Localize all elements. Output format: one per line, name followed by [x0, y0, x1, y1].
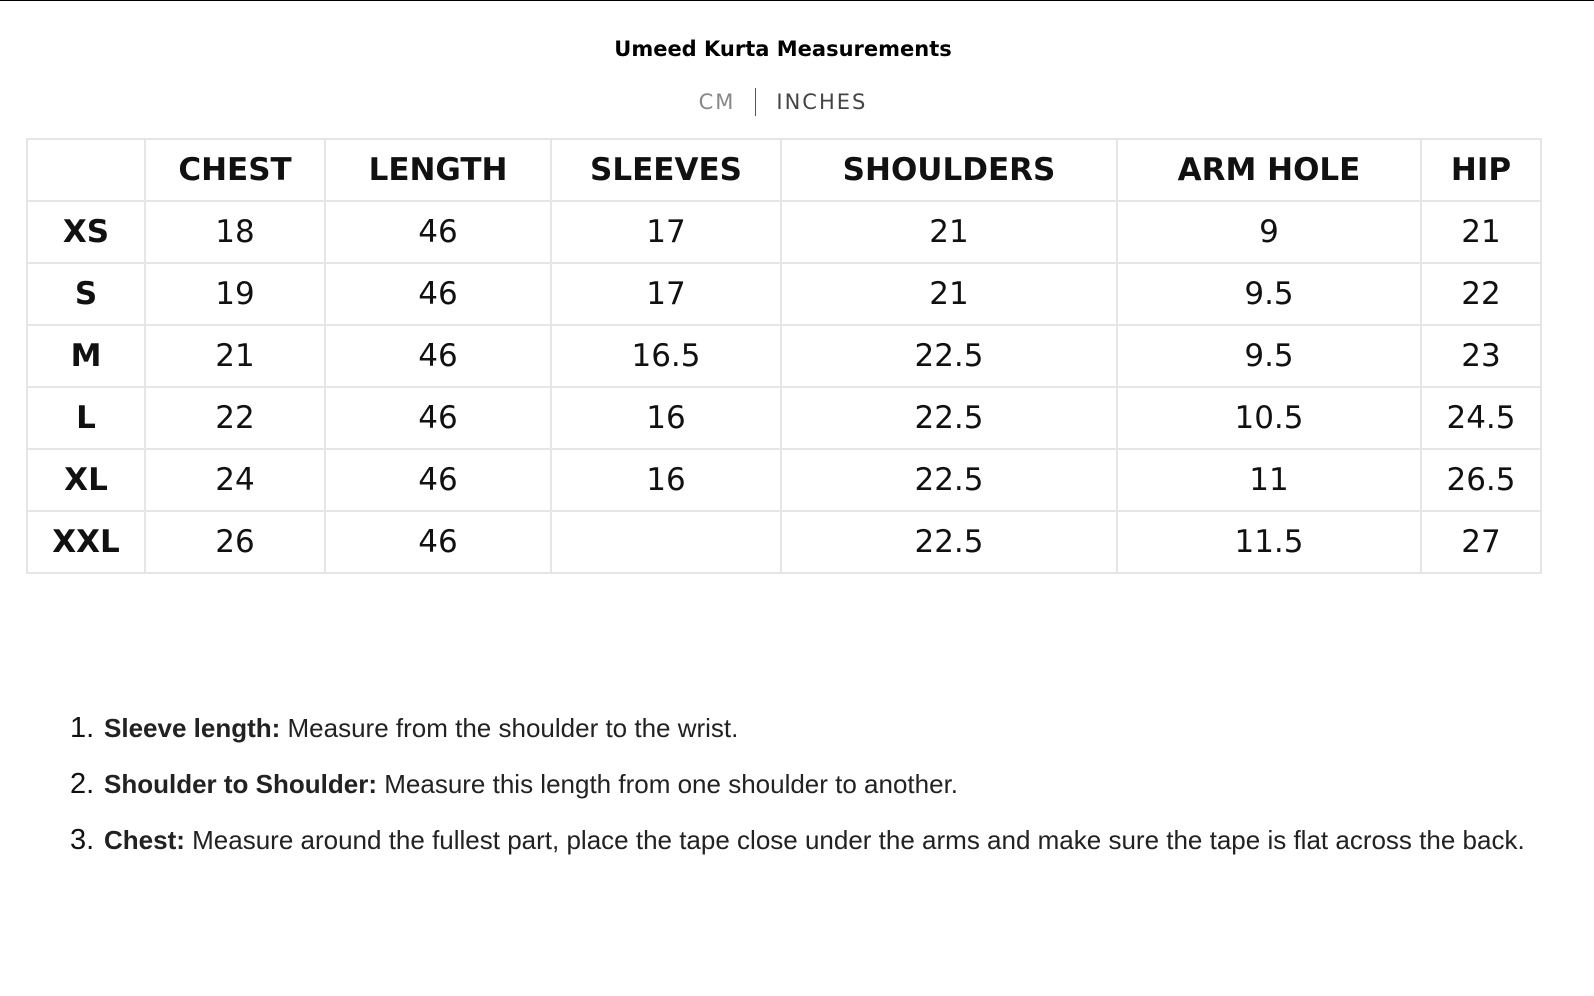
table-cell: 21 — [781, 263, 1117, 325]
table-cell: 46 — [325, 449, 551, 511]
table-cell: 22.5 — [781, 511, 1117, 573]
list-number: 2. — [70, 768, 95, 800]
column-header-chest: CHEST — [145, 139, 325, 201]
table-header-row — [27, 139, 1541, 201]
table-row — [27, 263, 1541, 325]
table-cell: 17 — [551, 201, 781, 263]
instruction-text: Measure around the fullest part, place the tape close under the arms and make sure the tape is flat across the back. — [192, 825, 1525, 855]
table-cell: 26.5 — [1421, 449, 1541, 511]
column-header-shoulders: SHOULDERS — [781, 139, 1117, 201]
table-cell: 24.5 — [1421, 387, 1541, 449]
table-cell: 46 — [325, 325, 551, 387]
size-label: XL — [27, 449, 145, 511]
table-cell: 46 — [325, 387, 551, 449]
table-row — [27, 449, 1541, 511]
table-cell: 21 — [145, 325, 325, 387]
column-header-hip: HIP — [1421, 139, 1541, 201]
table-cell: 46 — [325, 511, 551, 573]
list-item — [70, 756, 1560, 812]
table-cell: 23 — [1421, 325, 1541, 387]
unit-separator — [755, 88, 756, 116]
table-cell: 18 — [145, 201, 325, 263]
unit-cm-button[interactable]: CM — [698, 90, 736, 114]
page-title: Umeed Kurta Measurements — [614, 37, 952, 61]
table-cell — [551, 511, 781, 573]
table-row — [27, 325, 1541, 387]
instruction-term: Sleeve length: — [104, 713, 281, 743]
top-divider — [0, 0, 1594, 1]
unit-inches-button[interactable]: INCHES — [776, 90, 868, 114]
list-item — [70, 812, 1560, 868]
size-label: S — [27, 263, 145, 325]
table-cell: 24 — [145, 449, 325, 511]
size-chart-table — [26, 138, 1542, 574]
table-cell: 22.5 — [781, 387, 1117, 449]
table-cell: 22.5 — [781, 325, 1117, 387]
table-cell: 9.5 — [1117, 325, 1421, 387]
instruction-term: Chest: — [104, 825, 185, 855]
column-header-size — [27, 139, 145, 201]
size-label: XS — [27, 201, 145, 263]
instruction-text: Measure this length from one shoulder to another. — [384, 769, 959, 799]
size-label: L — [27, 387, 145, 449]
table-row — [27, 511, 1541, 573]
table-cell: 46 — [325, 263, 551, 325]
table-cell: 9 — [1117, 201, 1421, 263]
table-cell: 16.5 — [551, 325, 781, 387]
table-cell: 16 — [551, 387, 781, 449]
column-header-arm-hole: ARM HOLE — [1117, 139, 1421, 201]
table-cell: 16 — [551, 449, 781, 511]
instruction-term: Shoulder to Shoulder: — [104, 769, 377, 799]
table-cell: 11.5 — [1117, 511, 1421, 573]
table-cell: 17 — [551, 263, 781, 325]
column-header-sleeves: SLEEVES — [551, 139, 781, 201]
table-cell: 22.5 — [781, 449, 1117, 511]
table-cell: 21 — [1421, 201, 1541, 263]
size-label: M — [27, 325, 145, 387]
unit-toggle — [0, 88, 1566, 116]
table-cell: 27 — [1421, 511, 1541, 573]
measurement-instructions — [70, 700, 1560, 868]
table-cell: 46 — [325, 201, 551, 263]
list-number: 3. — [70, 824, 95, 856]
table-row — [27, 387, 1541, 449]
instruction-text: Measure from the shoulder to the wrist. — [287, 713, 739, 743]
table-cell: 10.5 — [1117, 387, 1421, 449]
table-cell: 22 — [1421, 263, 1541, 325]
table-cell: 26 — [145, 511, 325, 573]
table-row — [27, 201, 1541, 263]
table-cell: 22 — [145, 387, 325, 449]
size-label: XXL — [27, 511, 145, 573]
column-header-length: LENGTH — [325, 139, 551, 201]
table-cell: 21 — [781, 201, 1117, 263]
list-item — [70, 700, 1560, 756]
list-number: 1. — [70, 712, 95, 744]
table-cell: 9.5 — [1117, 263, 1421, 325]
table-cell: 11 — [1117, 449, 1421, 511]
table-cell: 19 — [145, 263, 325, 325]
